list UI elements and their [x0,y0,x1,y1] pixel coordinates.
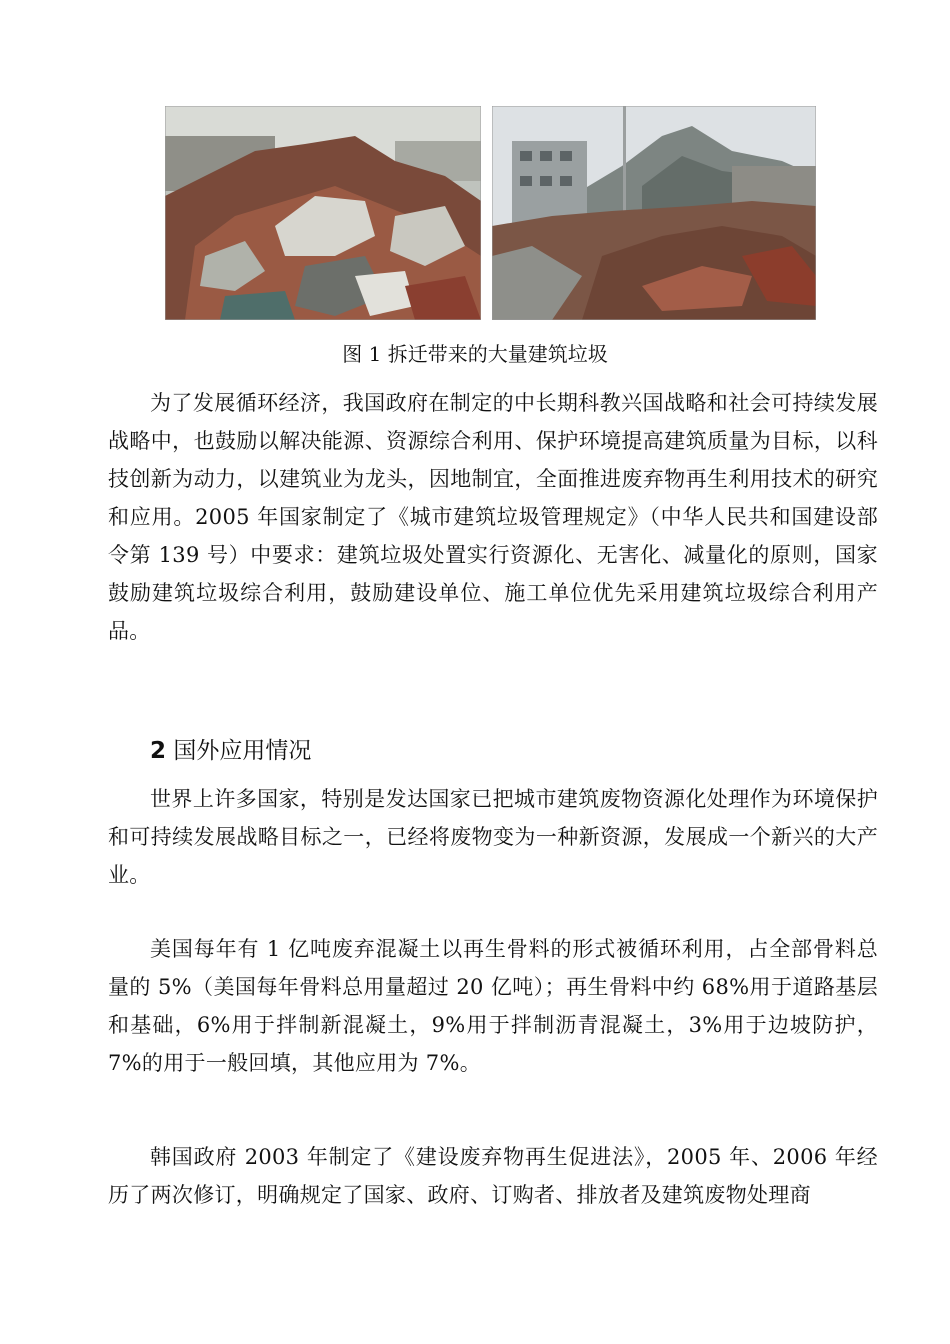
figure-photo-rubble [165,106,481,320]
section-number: 2 [150,738,167,764]
paragraph-domestic-policy: 为了发展循环经济，我国政府在制定的中长期科教兴国战略和社会可持续发展战略中，也鼓励以解决能源、资源综合利用、保护环境提高建筑质量为目标，以科技创新为动力，以建筑业为龙头，因地制宜，全面推进废弃物再生利用技术的研究和应用。2005 年国家制定了《城市建筑垃圾管理规定》（中华人民共和国建设部令第 139 号）中要求：建筑垃圾处置实行资源化、无害化、减量化的原则，国家鼓励建筑垃圾综合利用，鼓励建设单位、施工单位优先采用建筑垃圾综合利用产品。 [108,391,878,643]
paragraph-usa: 美国每年有 1 亿吨废弃混凝土以再生骨料的形式被循环利用，占全部骨料总量的 5%（美国每年骨料总用量超过 20 亿吨）；再生骨料中约 68%用于道路基层和基础，6%用于拌制新混凝土，9%用于拌制沥青混凝土，3%用于边坡防护，7%的用于一般回填，其他应用为 7%。 [108,937,878,1075]
section-heading [150,735,311,767]
rubble-pile-icon [165,106,481,320]
paragraph-foreign-overview: 世界上许多国家，特别是发达国家已把城市建筑废物资源化处理作为环境保护和可持续发展战略目标之一，已经将废物变为一种新资源，发展成一个新兴的大产业。 [108,787,878,887]
paragraph-korea: 韩国政府 2003 年制定了《建设废弃物再生促进法》，2005 年、2006 年经历了两次修订，明确规定了国家、政府、订购者、排放者及建筑废物处理商 [108,1145,878,1207]
figure-caption: 图 1 拆迁带来的大量建筑垃圾 [342,342,608,366]
figure-photo-street [492,106,816,320]
ruined-street-icon [492,106,816,320]
section-title: 国外应用情况 [173,738,312,764]
